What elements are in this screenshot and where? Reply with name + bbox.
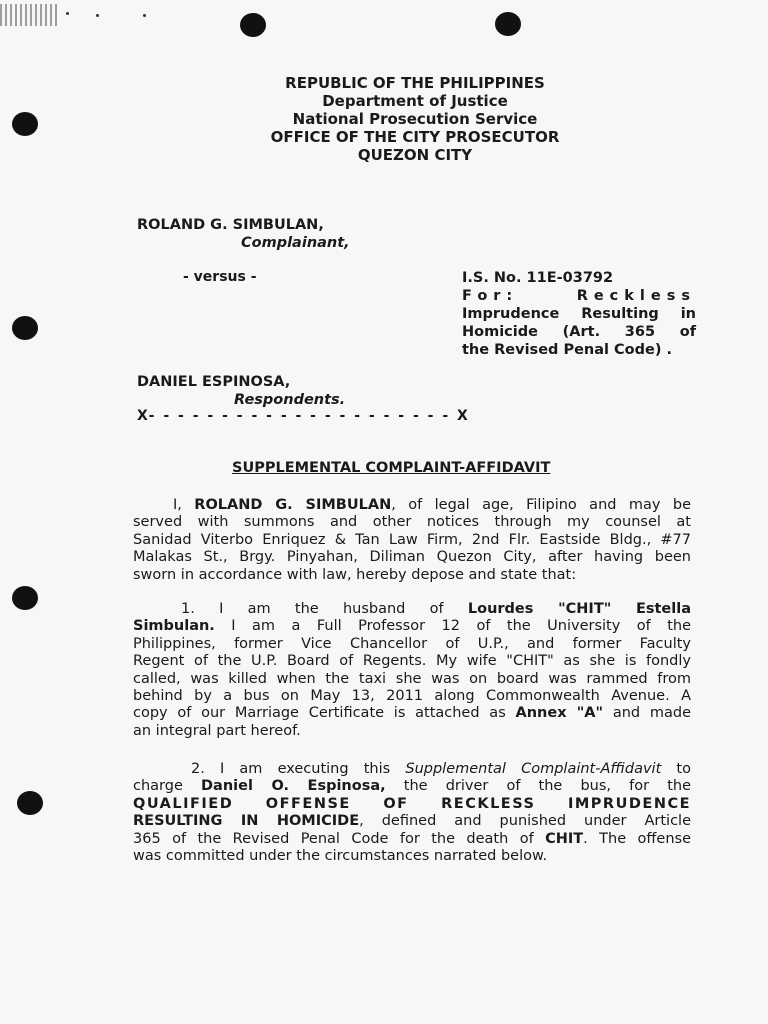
text-run: I, — [173, 497, 195, 513]
victim-name: CHIT — [545, 830, 584, 847]
punch-hole — [12, 112, 38, 136]
case-info-block — [462, 269, 696, 359]
punch-hole — [17, 791, 43, 815]
case-for-line — [462, 287, 696, 305]
header-country: REPUBLIC OF THE PHILIPPINES — [285, 74, 545, 92]
respondent-name: DANIEL ESPINOSA, — [137, 374, 291, 390]
scan-speck — [96, 14, 99, 17]
case-offense-line: the Revised Penal Code) . — [462, 342, 673, 358]
scan-speck — [143, 14, 146, 17]
text-line: behind by a bus on May 13, 2011 along Commonwealth Avenue. A — [133, 688, 691, 705]
complainant-name: ROLAND G. SIMBULAN, — [137, 217, 324, 233]
text-line: called, was killed when the taxi she was on board was rammed from — [133, 670, 691, 687]
complainant-role: Complainant, — [241, 235, 350, 251]
versus-label: - versus - — [183, 269, 257, 285]
text-run: , defined and punished under Article — [359, 813, 691, 830]
text-line: Sanidad Viterbo Enriquez & Tan Law Firm, 2nd Flr. Eastside Bldg., #77 — [133, 531, 691, 548]
complainant-block — [137, 216, 350, 252]
spouse-surname: Simbulan. — [133, 618, 215, 635]
text-line — [133, 761, 691, 778]
text-run: charge — [133, 778, 201, 795]
intro-paragraph — [133, 497, 691, 584]
text-line: was committed under the circumstances narrated below. — [133, 848, 548, 865]
header-city: QUEZON CITY — [357, 146, 473, 164]
respondent-block — [137, 373, 345, 409]
punch-hole — [240, 13, 266, 37]
paragraph-2 — [133, 761, 691, 865]
scan-artifact — [0, 4, 60, 26]
header-department: Department of Justice — [322, 92, 508, 110]
text-run: . The offense — [583, 830, 691, 847]
offense-text: RESULTING IN HOMICIDE — [133, 813, 360, 830]
text-line: an integral part hereof. — [133, 722, 301, 739]
case-for-label: For: — [462, 288, 519, 304]
document-reference: Supplemental Complaint-Affidavit — [405, 761, 662, 777]
respondent-role: Respondents. — [234, 392, 346, 408]
text-line — [133, 618, 691, 635]
text-line: Malakas St., Brgy. Pinyahan, Diliman Quezon City, after having been — [133, 549, 691, 566]
spouse-name: Lourdes "CHIT" Estella — [467, 601, 691, 617]
text-run: 2. I am executing this — [191, 761, 406, 777]
text-run: and made — [603, 705, 691, 722]
text-run: the driver of the bus, for the — [385, 778, 692, 795]
case-offense-line: Imprudence Resulting in — [462, 306, 696, 322]
text-line: Philippines, former Vice Chancellor of U.P., and former Faculty — [133, 635, 691, 652]
annex-reference: Annex "A" — [515, 705, 604, 722]
text-line: served with summons and other notices through my counsel at — [133, 514, 691, 531]
case-offense-line: Homicide (Art. 365 of — [462, 324, 696, 340]
text-run: I am a Full Professor 12 of the University of the — [214, 618, 691, 635]
affiant-name: ROLAND G. SIMBULAN — [194, 497, 392, 513]
letterhead — [200, 74, 630, 164]
text-line — [133, 813, 691, 830]
header-office: OFFICE OF THE CITY PROSECUTOR — [270, 128, 560, 146]
punch-hole — [12, 316, 38, 340]
caption-separator: X- - - - - - - - - - - - - - - - - - - - - X — [137, 408, 470, 424]
scan-speck — [66, 12, 69, 15]
text-run: to — [661, 761, 691, 777]
document-title: SUPPLEMENTAL COMPLAINT-AFFIDAVIT — [232, 460, 551, 476]
case-number: I.S. No. 11E-03792 — [462, 270, 614, 286]
text-line — [133, 705, 691, 722]
accused-name: Daniel O. Espinosa, — [201, 778, 386, 795]
offense-line: QUALIFIED OFFENSE OF RECKLESS IMPRUDENCE — [133, 795, 691, 812]
punch-hole — [495, 12, 521, 36]
text-line — [133, 497, 691, 514]
text-run: 365 of the Revised Penal Code for the death of — [133, 830, 546, 847]
text-line — [133, 778, 691, 795]
text-run: copy of our Marriage Certificate is attached as — [133, 705, 516, 722]
punch-hole — [12, 586, 38, 610]
paragraph-1 — [133, 601, 691, 740]
text-line: sworn in accordance with law, hereby depose and state that: — [133, 566, 577, 583]
text-line: Regent of the U.P. Board of Regents. My wife "CHIT" as she is fondly — [133, 653, 691, 670]
text-run: , of legal age, Filipino and may be — [391, 497, 691, 513]
text-run: 1. I am the husband of — [181, 601, 468, 617]
header-service: National Prosecution Service — [292, 110, 538, 128]
case-offense-word: Reckless — [576, 288, 696, 304]
text-line — [133, 831, 691, 848]
text-line — [133, 601, 691, 618]
